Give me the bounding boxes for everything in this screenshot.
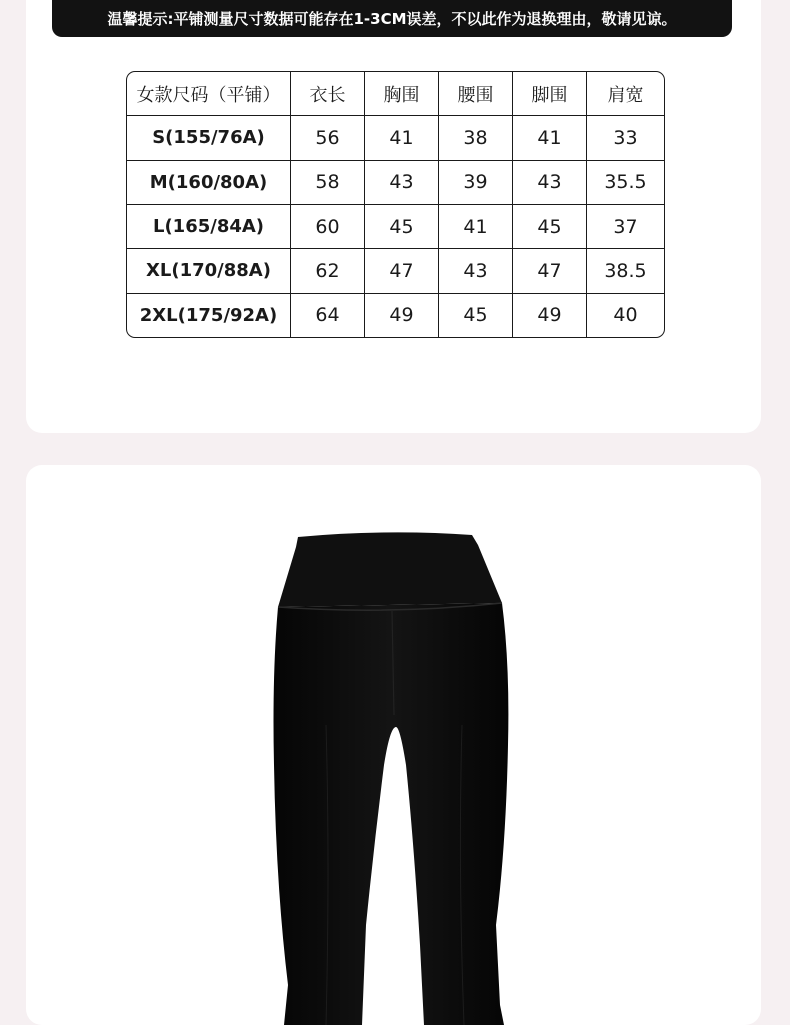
chest-cell: 49 (365, 294, 439, 337)
length-cell: 60 (291, 205, 365, 249)
waist-cell: 41 (439, 205, 513, 249)
waist-cell: 39 (439, 161, 513, 205)
table-row (127, 249, 664, 293)
size-table-header-row (127, 72, 664, 116)
shoulder-cell: 40 (613, 304, 638, 327)
pants-product-image (26, 465, 761, 1025)
size-cell: M(160/80A) (127, 161, 291, 205)
chest-cell: 43 (365, 161, 439, 205)
size-cell: S(155/76A) (127, 116, 291, 160)
header-waist: 腰围 (439, 72, 513, 116)
pants-body (274, 603, 509, 1025)
length-cell: 58 (291, 161, 365, 205)
chest-cell: 41 (365, 116, 439, 160)
notice-text: 温馨提示:平铺测量尺寸数据可能存在1-3CM误差，不以此作为退换理由，敬请见谅。 (107, 10, 677, 28)
shoulder-cell: 33 (587, 116, 664, 160)
header-length: 衣长 (291, 72, 365, 116)
hem-cell: 43 (513, 161, 587, 205)
table-row (127, 205, 664, 249)
hem-cell: 47 (513, 249, 587, 293)
chest-cell: 45 (365, 205, 439, 249)
shoulder-cell: 38.5 (587, 249, 664, 293)
length-cell: 62 (291, 249, 365, 293)
size-chart-table (126, 71, 665, 338)
shoulder-cell: 37 (587, 205, 664, 249)
hem-cell: 45 (513, 205, 587, 249)
waist-cell: 45 (439, 294, 513, 337)
product-image-card (26, 465, 761, 1025)
measurement-notice-banner (52, 0, 732, 37)
header-chest: 胸围 (365, 72, 439, 116)
hem-cell: 41 (513, 116, 587, 160)
length-cell: 64 (291, 294, 365, 337)
hem-cell: 49 (513, 294, 587, 337)
chest-cell: 47 (365, 249, 439, 293)
length-cell: 56 (291, 116, 365, 160)
size-cell: XL(170/88A) (127, 249, 291, 293)
header-size: 女款尺码（平铺） (127, 72, 291, 116)
size-cell: 2XL(175/92A) (127, 294, 291, 337)
table-row (127, 294, 664, 337)
header-hem: 脚围 (513, 72, 587, 116)
table-row (127, 161, 664, 205)
pants-waistband (278, 532, 502, 607)
waist-cell: 43 (439, 249, 513, 293)
waist-cell: 38 (439, 116, 513, 160)
size-cell: L(165/84A) (127, 205, 291, 249)
shoulder-cell: 35.5 (587, 161, 664, 205)
table-row (127, 116, 664, 160)
header-shoulder: 肩宽 (587, 72, 664, 116)
